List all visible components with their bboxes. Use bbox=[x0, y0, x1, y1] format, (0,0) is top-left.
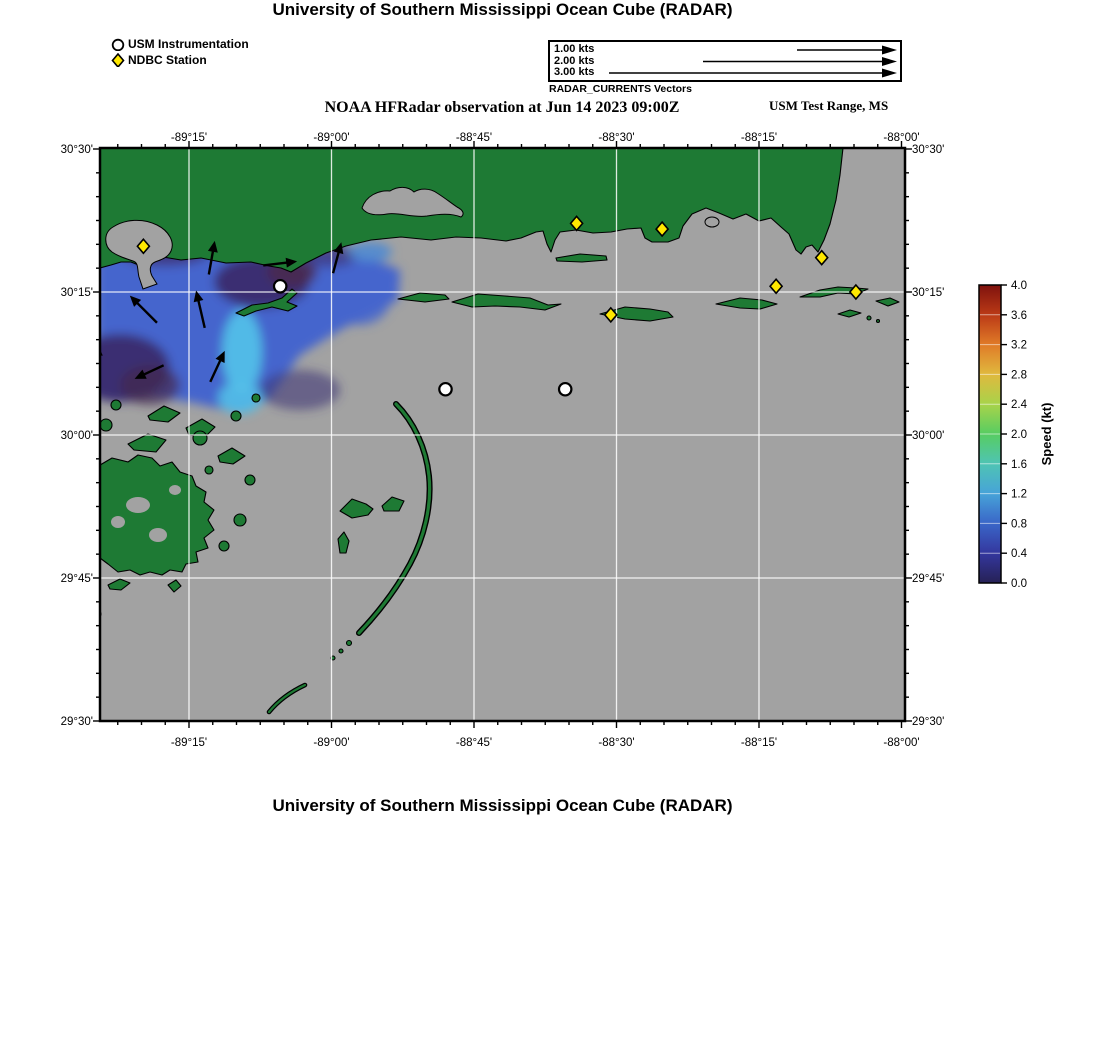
x-axis-tick-label: -88°30' bbox=[598, 737, 635, 749]
marsh-patch bbox=[231, 411, 241, 421]
colorbar-tick-label: 3.6 bbox=[1011, 309, 1027, 322]
legend-row-ndbc bbox=[111, 52, 249, 68]
y-axis-tick-label: 30°30' bbox=[60, 144, 93, 156]
x-axis-tick-label: -89°00' bbox=[313, 737, 350, 749]
x-axis-tick-label: -88°30' bbox=[598, 132, 635, 144]
y-axis-tick-label: 29°30' bbox=[60, 716, 93, 728]
marsh-patch bbox=[234, 514, 246, 526]
colorbar-tick-label: 2.4 bbox=[1011, 399, 1027, 412]
marsh-pond bbox=[126, 497, 150, 513]
symbol-legend bbox=[111, 36, 249, 68]
legend-label-usm: USM Instrumentation bbox=[128, 36, 249, 51]
chandeleur-tail bbox=[347, 641, 352, 646]
legend-label-ndbc: NDBC Station bbox=[128, 52, 207, 67]
colorbar-axis-label: Speed (kt) bbox=[1039, 402, 1054, 466]
scale-arrow-3kt bbox=[609, 69, 897, 78]
colorbar-tick-label: 0.4 bbox=[1011, 548, 1027, 561]
x-axis-tick-label: -88°00' bbox=[883, 737, 920, 749]
y-axis-tick-label: 29°45' bbox=[912, 573, 945, 585]
marsh-pond bbox=[149, 528, 167, 542]
chandeleur-tail bbox=[339, 649, 343, 653]
circle-icon bbox=[111, 37, 125, 51]
colorbar-tick-label: 2.0 bbox=[1011, 429, 1027, 441]
marsh-pond bbox=[169, 485, 181, 495]
vector-scale-box bbox=[548, 40, 902, 82]
page-title: University of Southern Mississippi Ocean Cube (RADAR) bbox=[272, 0, 733, 19]
y-axis-tick-label: 30°15' bbox=[60, 287, 93, 299]
marsh-patch bbox=[193, 431, 207, 445]
colorbar-tick-label: 0.8 bbox=[1011, 518, 1027, 531]
x-axis-tick-label: -88°45' bbox=[455, 737, 493, 749]
marsh-patch bbox=[205, 466, 213, 474]
y-axis-tick-label: 30°30' bbox=[912, 144, 945, 156]
colorbar-tick-label: 4.0 bbox=[1011, 280, 1027, 292]
colorbar-tick-label: 3.2 bbox=[1011, 339, 1027, 352]
marsh-patch bbox=[100, 419, 112, 431]
x-axis-tick-label: -89°00' bbox=[313, 132, 350, 144]
vector-scale-label-2: 2.00 kts bbox=[554, 54, 595, 67]
scale-arrow-2kt bbox=[703, 57, 897, 66]
island-dot bbox=[867, 316, 871, 320]
marsh-patch bbox=[219, 541, 229, 551]
y-axis-tick-label: 30°15' bbox=[912, 287, 945, 299]
map-content bbox=[70, 148, 905, 721]
x-axis-tick-label: -88°00' bbox=[883, 132, 920, 144]
island-dot bbox=[877, 320, 880, 323]
vector-scale-arrows bbox=[550, 42, 900, 80]
x-axis-tick-label: -89°15' bbox=[170, 132, 208, 144]
y-axis-tick-label: 29°30' bbox=[912, 716, 945, 728]
y-axis-tick-label: 29°45' bbox=[60, 573, 93, 585]
y-axis-tick-label: 30°00' bbox=[60, 430, 93, 442]
usm-instrument-marker bbox=[274, 280, 286, 292]
vector-scale-caption: RADAR_CURRENTS Vectors bbox=[549, 83, 692, 95]
legend-row-usm bbox=[111, 36, 249, 52]
colorbar-tick-label: 1.2 bbox=[1011, 488, 1027, 501]
diamond-icon bbox=[111, 53, 125, 67]
colorbar-tick-label: 2.8 bbox=[1011, 369, 1027, 382]
test-range-label: USM Test Range, MS bbox=[769, 98, 889, 113]
pascagoula-inlet bbox=[705, 217, 719, 227]
footer-title: University of Southern Mississippi Ocean Cube (RADAR) bbox=[272, 796, 733, 815]
marsh-patch bbox=[111, 400, 121, 410]
usm-instrument-marker bbox=[439, 383, 451, 395]
marsh-pond bbox=[111, 516, 125, 528]
x-axis-tick-label: -89°15' bbox=[170, 737, 208, 749]
x-axis-tick-label: -88°15' bbox=[740, 737, 778, 749]
colorbar-group bbox=[979, 280, 1054, 590]
plot-subtitle: NOAA HFRadar observation at Jun 14 2023 09:00Z bbox=[324, 99, 680, 116]
scale-arrow-1kt bbox=[797, 46, 897, 55]
y-axis-tick-label: 30°00' bbox=[912, 430, 945, 442]
marsh-patch bbox=[252, 394, 260, 402]
x-axis-tick-label: -88°15' bbox=[740, 132, 778, 144]
vector-scale-label-3: 3.00 kts bbox=[554, 66, 595, 78]
colorbar-tick-label: 0.0 bbox=[1011, 578, 1027, 590]
colorbar-tick-label: 1.6 bbox=[1011, 458, 1027, 471]
marsh-patch bbox=[245, 475, 255, 485]
vector-scale-label-1: 1.00 kts bbox=[554, 43, 595, 55]
usm-instrument-marker bbox=[559, 383, 571, 395]
x-axis-tick-label: -88°45' bbox=[455, 132, 493, 144]
